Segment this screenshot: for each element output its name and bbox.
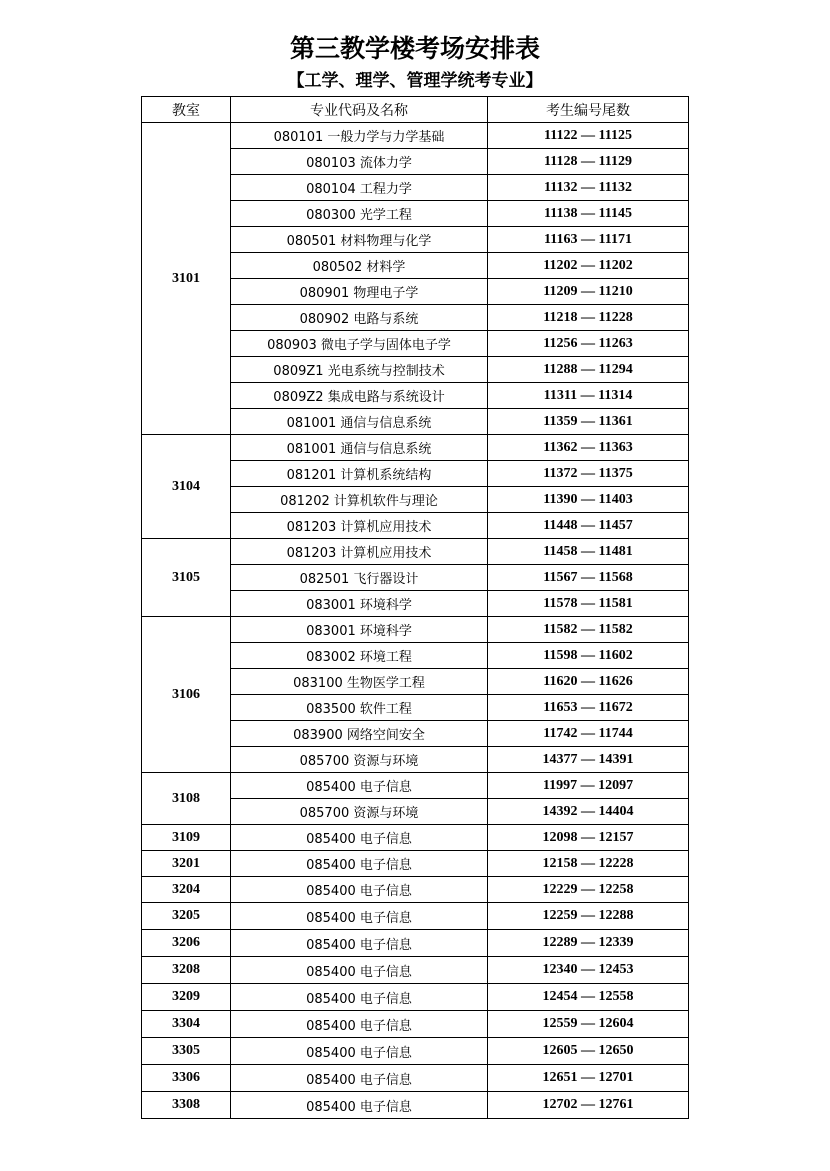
classroom-cell: 3306 xyxy=(142,1065,231,1092)
header-major: 专业代码及名称 xyxy=(231,97,488,123)
classroom-cell: 3205 xyxy=(142,903,231,930)
page-subtitle: 【工学、理学、管理学统考专业】 xyxy=(287,71,543,91)
major-cell: 0809Z1 光电系统与控制技术 xyxy=(231,357,488,383)
exam-room-table xyxy=(141,96,689,1119)
major-cell: 085400 电子信息 xyxy=(231,903,488,930)
candidate-range-cell: 12158 — 12228 xyxy=(488,851,689,877)
candidate-range-cell: 11311 — 11314 xyxy=(488,383,689,409)
classroom-cell: 3208 xyxy=(142,957,231,984)
candidate-range-cell: 11132 — 11132 xyxy=(488,175,689,201)
table-row xyxy=(142,825,689,851)
major-cell: 0809Z2 集成电路与系统设计 xyxy=(231,383,488,409)
table-row xyxy=(142,984,689,1011)
major-cell: 081202 计算机软件与理论 xyxy=(231,487,488,513)
major-cell: 082501 飞行器设计 xyxy=(231,565,488,591)
candidate-range-cell: 12454 — 12558 xyxy=(488,984,689,1011)
candidate-range-cell: 11997 — 12097 xyxy=(488,773,689,799)
candidate-range-cell: 11362 — 11363 xyxy=(488,435,689,461)
table-header-row xyxy=(142,97,689,123)
candidate-range-cell: 11582 — 11582 xyxy=(488,617,689,643)
candidate-range-cell: 12559 — 12604 xyxy=(488,1011,689,1038)
major-cell: 080501 材料物理与化学 xyxy=(231,227,488,253)
classroom-cell: 3305 xyxy=(142,1038,231,1065)
major-cell: 083100 生物医学工程 xyxy=(231,669,488,695)
classroom-cell: 3108 xyxy=(142,773,231,825)
classroom-cell: 3104 xyxy=(142,435,231,539)
candidate-range-cell: 11138 — 11145 xyxy=(488,201,689,227)
candidate-range-cell: 11742 — 11744 xyxy=(488,721,689,747)
page-title: 第三教学楼考场安排表 xyxy=(289,34,540,63)
candidate-range-cell: 14392 — 14404 xyxy=(488,799,689,825)
major-cell: 085700 资源与环境 xyxy=(231,747,488,773)
major-cell: 080101 一般力学与力学基础 xyxy=(231,123,488,149)
table-row xyxy=(142,1092,689,1119)
classroom-cell: 3206 xyxy=(142,930,231,957)
candidate-range-cell: 11653 — 11672 xyxy=(488,695,689,721)
classroom-cell: 3106 xyxy=(142,617,231,773)
table-row xyxy=(142,851,689,877)
table-row xyxy=(142,1065,689,1092)
candidate-range-cell: 11288 — 11294 xyxy=(488,357,689,383)
classroom-cell: 3304 xyxy=(142,1011,231,1038)
major-cell: 085400 电子信息 xyxy=(231,773,488,799)
major-cell: 085400 电子信息 xyxy=(231,851,488,877)
table-row xyxy=(142,123,689,149)
major-cell: 083001 环境科学 xyxy=(231,591,488,617)
candidate-range-cell: 11128 — 11129 xyxy=(488,149,689,175)
candidate-range-cell: 12098 — 12157 xyxy=(488,825,689,851)
table-row xyxy=(142,957,689,984)
candidate-range-cell: 11578 — 11581 xyxy=(488,591,689,617)
major-cell: 085700 资源与环境 xyxy=(231,799,488,825)
major-cell: 081203 计算机应用技术 xyxy=(231,539,488,565)
candidate-range-cell: 11163 — 11171 xyxy=(488,227,689,253)
candidate-range-cell: 11202 — 11202 xyxy=(488,253,689,279)
candidate-range-cell: 11598 — 11602 xyxy=(488,643,689,669)
major-cell: 085400 电子信息 xyxy=(231,1038,488,1065)
header-classroom: 教室 xyxy=(142,97,231,123)
header-candidate-range: 考生编号尾数 xyxy=(488,97,689,123)
candidate-range-cell: 11122 — 11125 xyxy=(488,123,689,149)
candidate-range-cell: 11256 — 11263 xyxy=(488,331,689,357)
candidate-range-cell: 11218 — 11228 xyxy=(488,305,689,331)
candidate-range-cell: 11620 — 11626 xyxy=(488,669,689,695)
major-cell: 080902 电路与系统 xyxy=(231,305,488,331)
table-row xyxy=(142,1038,689,1065)
table-row xyxy=(142,435,689,461)
major-cell: 081201 计算机系统结构 xyxy=(231,461,488,487)
major-cell: 080300 光学工程 xyxy=(231,201,488,227)
classroom-cell: 3101 xyxy=(142,123,231,435)
major-cell: 083500 软件工程 xyxy=(231,695,488,721)
candidate-range-cell: 11209 — 11210 xyxy=(488,279,689,305)
major-cell: 083900 网络空间安全 xyxy=(231,721,488,747)
candidate-range-cell: 12605 — 12650 xyxy=(488,1038,689,1065)
major-cell: 085400 电子信息 xyxy=(231,930,488,957)
candidate-range-cell: 11567 — 11568 xyxy=(488,565,689,591)
table-row xyxy=(142,877,689,903)
major-cell: 085400 电子信息 xyxy=(231,825,488,851)
major-cell: 083002 环境工程 xyxy=(231,643,488,669)
major-cell: 085400 电子信息 xyxy=(231,957,488,984)
classroom-cell: 3209 xyxy=(142,984,231,1011)
candidate-range-cell: 12259 — 12288 xyxy=(488,903,689,930)
major-cell: 080502 材料学 xyxy=(231,253,488,279)
candidate-range-cell: 12229 — 12258 xyxy=(488,877,689,903)
table-row xyxy=(142,903,689,930)
classroom-cell: 3201 xyxy=(142,851,231,877)
classroom-cell: 3109 xyxy=(142,825,231,851)
candidate-range-cell: 11372 — 11375 xyxy=(488,461,689,487)
table-body xyxy=(142,123,689,1119)
table-row xyxy=(142,1011,689,1038)
table-row xyxy=(142,773,689,799)
major-cell: 080103 流体力学 xyxy=(231,149,488,175)
major-cell: 080903 微电子学与固体电子学 xyxy=(231,331,488,357)
candidate-range-cell: 12651 — 12701 xyxy=(488,1065,689,1092)
major-cell: 081001 通信与信息系统 xyxy=(231,435,488,461)
candidate-range-cell: 11390 — 11403 xyxy=(488,487,689,513)
candidate-range-cell: 12340 — 12453 xyxy=(488,957,689,984)
major-cell: 085400 电子信息 xyxy=(231,984,488,1011)
major-cell: 080104 工程力学 xyxy=(231,175,488,201)
table-row xyxy=(142,539,689,565)
major-cell: 085400 电子信息 xyxy=(231,1065,488,1092)
major-cell: 080901 物理电子学 xyxy=(231,279,488,305)
candidate-range-cell: 12702 — 12761 xyxy=(488,1092,689,1119)
major-cell: 085400 电子信息 xyxy=(231,1092,488,1119)
candidate-range-cell: 12289 — 12339 xyxy=(488,930,689,957)
table-row xyxy=(142,617,689,643)
candidate-range-cell: 11359 — 11361 xyxy=(488,409,689,435)
major-cell: 085400 电子信息 xyxy=(231,1011,488,1038)
candidate-range-cell: 11458 — 11481 xyxy=(488,539,689,565)
classroom-cell: 3105 xyxy=(142,539,231,617)
classroom-cell: 3204 xyxy=(142,877,231,903)
major-cell: 085400 电子信息 xyxy=(231,877,488,903)
major-cell: 081203 计算机应用技术 xyxy=(231,513,488,539)
major-cell: 081001 通信与信息系统 xyxy=(231,409,488,435)
classroom-cell: 3308 xyxy=(142,1092,231,1119)
major-cell: 083001 环境科学 xyxy=(231,617,488,643)
table-row xyxy=(142,930,689,957)
candidate-range-cell: 14377 — 14391 xyxy=(488,747,689,773)
candidate-range-cell: 11448 — 11457 xyxy=(488,513,689,539)
